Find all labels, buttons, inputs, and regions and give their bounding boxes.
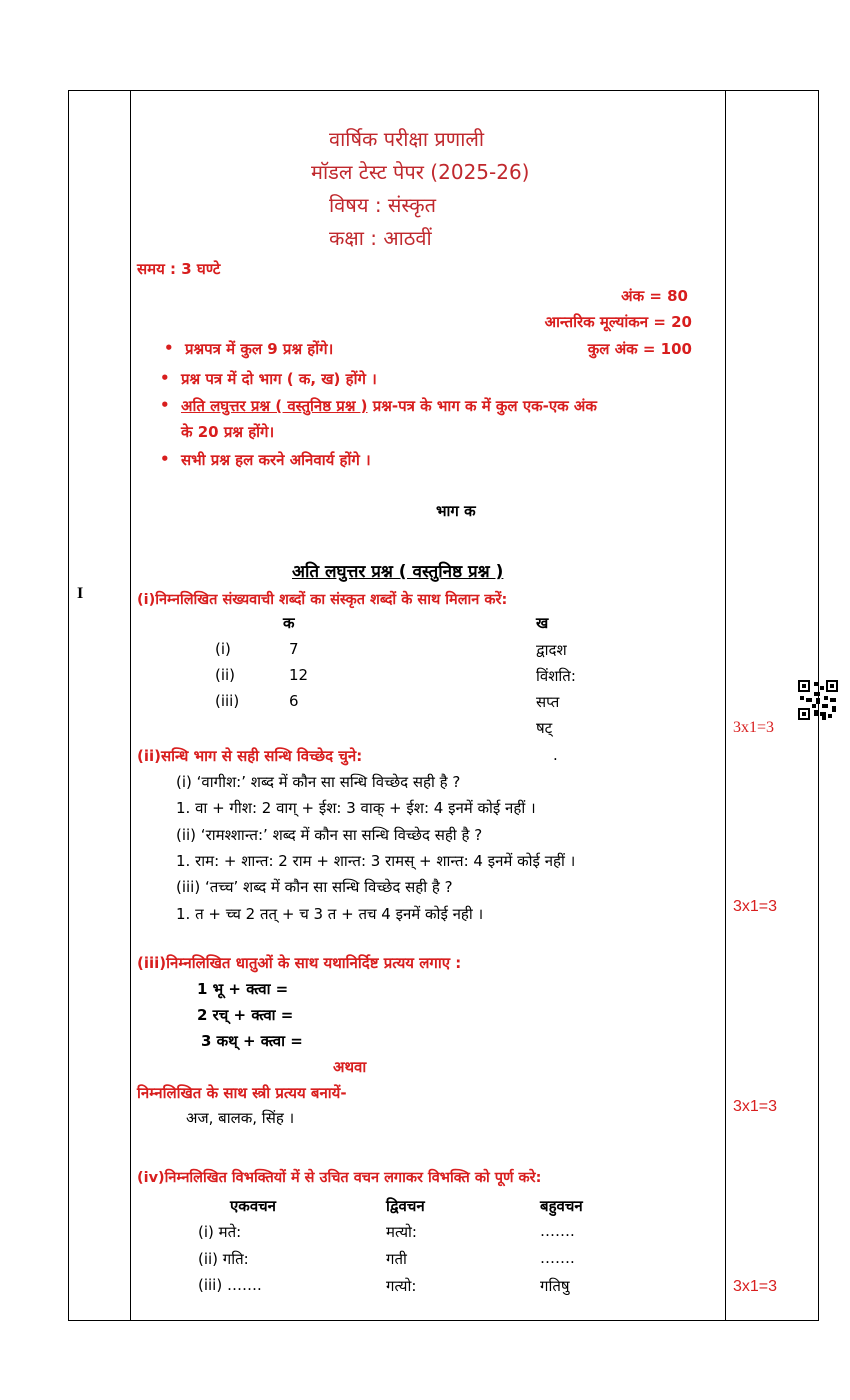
q2-line2: 1. वा + गीश: 2 वाग् + ईश: 3 वाक् + ईश: 4 इनमें कोई नहीं । — [176, 799, 536, 817]
header-line1: वार्षिक परीक्षा प्रणाली — [329, 127, 485, 151]
q4-row3-col1: (iii) ……. — [198, 1276, 262, 1294]
q1-row1-idx: (i) — [215, 640, 231, 658]
q2-title: (ii)सन्धि भाग से सही सन्धि विच्छेद चुने: — [137, 747, 363, 765]
q1-row1-word: द्वादश — [536, 641, 567, 659]
column-divider-right — [725, 90, 726, 1321]
instruction-3-rest: प्रश्न-पत्र के भाग क में कुल एक-एक अंक — [367, 397, 597, 415]
q3-alt-title: निम्नलिखित के साथ स्त्री प्रत्यय बनायें- — [137, 1084, 347, 1102]
q4-row2-col3: ……. — [540, 1249, 575, 1267]
marks-q4: 3x1=3 — [733, 1278, 778, 1295]
q4-header-dual: द्विवचन — [386, 1197, 425, 1215]
q1-row3-idx: (iii) — [215, 692, 240, 710]
q1-row3-num: 6 — [289, 692, 299, 710]
instruction-4: • सभी प्रश्न हल करने अनिवार्य होंगे । — [181, 450, 371, 470]
header-line2: मॉडल टेस्ट पेपर (2025-26) — [311, 160, 530, 184]
q2-line1: (i) ‘वागीश:’ शब्द में कौन सा सन्धि विच्छेद सही है ? — [176, 773, 461, 791]
q1-row2-word: विंशति: — [536, 667, 576, 685]
instruction-3 — [181, 396, 597, 416]
column-divider-left — [130, 90, 131, 1321]
q2-dot: . — [553, 746, 558, 764]
q3-title: (iii)निम्नलिखित धातुओं के साथ यथानिर्दिष्ट प्रत्यय लगाए : — [137, 954, 462, 972]
q2-line6: 1. त + च्च 2 तत् + च 3 त + तच 4 इनमें कोई नही । — [176, 905, 484, 923]
header-class: कक्षा : आठवीं — [329, 226, 432, 250]
instruction-1: • प्रश्नपत्र में कुल 9 प्रश्न होंगे। — [185, 339, 333, 359]
section-heading: अति लघुत्तर प्रश्न ( वस्तुनिष्ठ प्रश्न ) — [292, 562, 504, 582]
q1-row2-num: 12 — [289, 666, 309, 684]
marks-q1: 3x1=3 — [733, 719, 775, 736]
q4-row2-col2: गती — [386, 1250, 407, 1268]
q4-title: (iv)निम्नलिखित विभक्तियों में से उचित वचन लगाकर विभक्ति को पूर्ण करे: — [137, 1170, 542, 1186]
q1-row4-word: षट् — [536, 719, 553, 737]
q1-row2-idx: (ii) — [215, 666, 236, 684]
q4-row3-col2: गत्यो: — [386, 1277, 417, 1295]
q3-item3: 3 कथ् + क्त्वा = — [201, 1032, 303, 1050]
q1-title: (i)निम्नलिखित संख्यवाची शब्दों का संस्कृत शब्दों के साथ मिलान करें: — [137, 592, 508, 608]
q4-row1-col3: ……. — [540, 1222, 575, 1240]
instruction-3-cont: के 20 प्रश्न होंगे। — [181, 423, 275, 441]
q2-line3: (ii) ‘रामश्शान्त:’ शब्द में कौन सा सन्धि विच्छेद सही है ? — [176, 826, 483, 844]
q3-item1: 1 भू + क्त्वा = — [197, 980, 289, 998]
q4-header-singular: एकवचन — [230, 1197, 277, 1215]
q2-line4: 1. राम: + शान्त: 2 राम + शान्त: 3 रामस् + शान्त: 4 इनमें कोई नहीं । — [176, 852, 576, 870]
internal-marks: आन्तरिक मूल्यांकन = 20 — [544, 313, 692, 331]
q3-item2: 2 रच् + क्त्वा = — [197, 1006, 294, 1024]
q1-col-b: ख — [536, 614, 549, 632]
instruction-2: • प्रश्न पत्र में दो भाग ( क, ख) होंगे । — [181, 369, 377, 389]
marks-q2: 3x1=3 — [733, 898, 778, 915]
q4-row3-col3: गतिषु — [540, 1277, 570, 1295]
q4-row1-col2: मत्यो: — [386, 1223, 417, 1241]
q3-alt-words: अज, बालक, सिंह । — [186, 1109, 295, 1127]
q4-row1-col1: (i) मते: — [198, 1223, 242, 1241]
q4-row2-col1: (ii) गति: — [198, 1250, 249, 1268]
q1-row3-word: सप्त — [536, 693, 560, 711]
qr-code-icon — [798, 680, 838, 720]
q3-or: अथवा — [333, 1058, 367, 1076]
q1-col-a: क — [283, 614, 295, 632]
exam-time: समय : 3 घण्टे — [137, 260, 221, 278]
marks-label: अंक = 80 — [621, 287, 688, 305]
question-number: I — [77, 585, 84, 602]
part-heading: भाग क — [436, 502, 476, 520]
q1-row1-num: 7 — [289, 640, 299, 658]
marks-q3: 3x1=3 — [733, 1098, 778, 1115]
q4-header-plural: बहुवचन — [540, 1197, 583, 1215]
header-subject: विषय : संस्कृत — [329, 193, 436, 217]
instruction-3-underlined: अति लघुत्तर प्रश्न ( वस्तुनिष्ठ प्रश्न ) — [181, 397, 368, 415]
total-marks: कुल अंक = 100 — [587, 340, 692, 358]
q2-line5: (iii) ‘तच्च’ शब्द में कौन सा सन्धि विच्छेद सही है ? — [176, 878, 453, 896]
